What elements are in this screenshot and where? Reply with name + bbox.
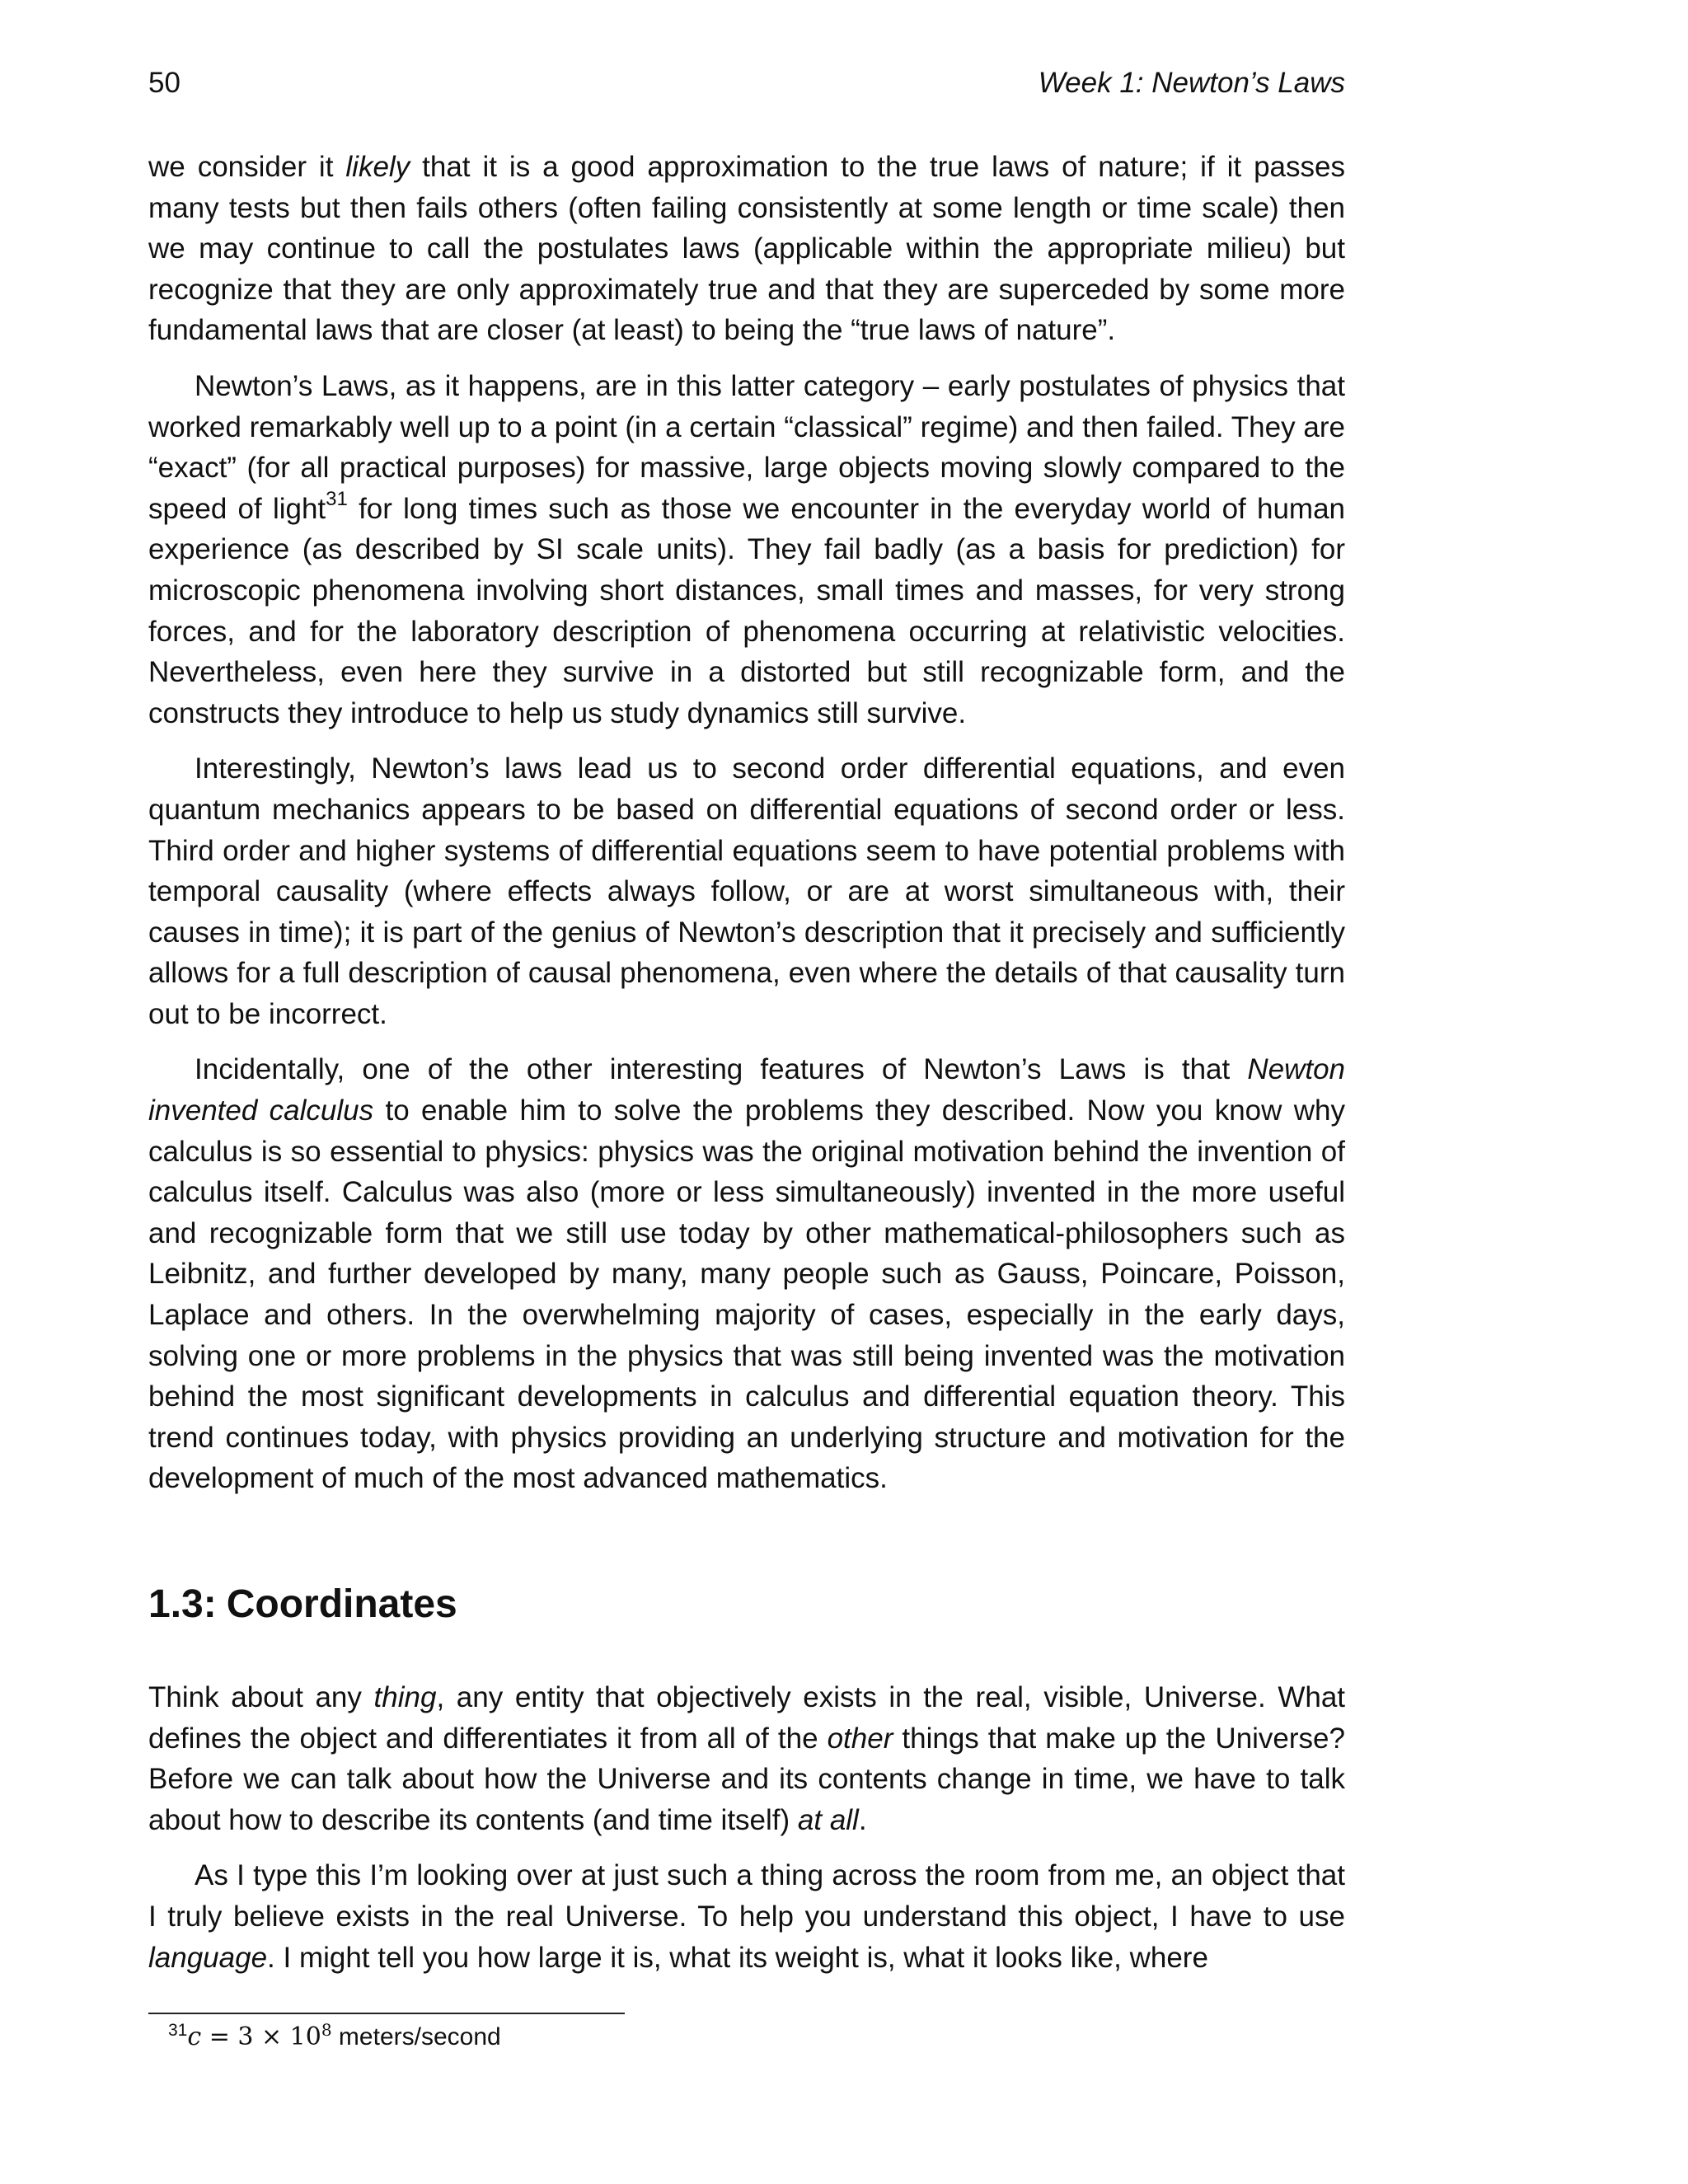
paragraph-5-text-d: . (858, 1803, 867, 1836)
paragraph-4-text-b: to enable him to solve the problems they described. Now you know why calculus is so essential to physics: physics was the original motivation behind the invention of calculus itself. Calculus was also (more or less simultaneously) invented in the more useful and recognizable form that we still use today by other mathematical-philosophers such as Leibnitz, and further developed by many, many people such as Gauss, Poincare, Poisson, Laplace and others. In the overwhelming majority of cases, especially in the early days, solving one or more problems in the physics that was still being invented was the motivation behind the most significant developments in calculus and differential equation theory. This trend continues today, with physics providing an underlying structure and motivation for the development of much of the most advanced mathematics. (148, 1094, 1345, 1495)
paragraph-6 (148, 1855, 1345, 1978)
paragraph-4-emphasis: Newton invented calculus (148, 1053, 1345, 1127)
running-header (148, 64, 1345, 114)
paragraph-4 (148, 1049, 1345, 1499)
footnote-31 (168, 2021, 501, 2054)
footnote-math-exponent: 8 (321, 2020, 332, 2040)
page-number: 50 (148, 67, 181, 99)
paragraph-5-emphasis-c: at all (797, 1803, 859, 1836)
footnote-reference-31[interactable]: 31 (326, 488, 348, 511)
paragraph-2-text-b: for long times such as those we encounter in the everyday world of human experience (as described by SI scale units). They fail badly (as a basis for prediction) for microscopic phenomena involving short distances, small times and masses, for very strong forces, and for the laboratory description of phenomena occurring at relativistic velocities. Nevertheless, even here they survive in a distorted but still recognizable form, and the constructs they introduce to help us study dynamics still survive. (148, 492, 1345, 729)
paragraph-3-text: Interestingly, Newton’s laws lead us to second order differential equations, and even quantum mechanics appears to be based on differential equations of second order or less. Third order and higher systems of differential equations seem to have potential problems with temporal causality (where effects always follow, or are at worst simultaneous with, their causes in time); it is part of the genius of Newton’s description that it precisely and sufficiently allows for a full description of causal phenomena, even where the details of that causality turn out to be incorrect. (148, 752, 1345, 1030)
footnote-mark: 31 (168, 2021, 188, 2040)
footnote-math-expression: = 3 × 10 (201, 2022, 321, 2051)
paragraph-2 (148, 366, 1345, 733)
paragraph-5-text-a: Think about any (148, 1681, 374, 1713)
footnote-rule (148, 2013, 625, 2014)
paragraph-5-emphasis-b: other (827, 1722, 893, 1755)
body-text (148, 147, 1345, 1993)
paragraph-3 (148, 748, 1345, 1034)
paragraph-1 (148, 147, 1345, 351)
running-header-title: Week 1: Newton’s Laws (1038, 67, 1345, 99)
section-title: Coordinates (226, 1582, 457, 1626)
paragraph-4-text-a: Incidentally, one of the other interesting features of Newton’s Laws is that (195, 1053, 1248, 1086)
section-heading (148, 1580, 1345, 1629)
paragraph-5 (148, 1677, 1345, 1840)
paragraph-2-text-a: Newton’s Laws, as it happens, are in this latter category – early postulates of physics that worked remarkably well up to a point (in a certain “classical” regime) and then failed. They are “exact” (for all practical purposes) for massive, large objects moving slowly compared to the speed of light (148, 369, 1345, 525)
section-number: 1.3: (148, 1582, 217, 1626)
paragraph-1-text-b: that it is a good approximation to the true laws of nature; if it passes many tests but then fails others (often failing consistently at some length or time scale) then we may continue to call the postulates laws (applicable within the appropriate milieu) but recognize that they are only approximately true and that they are superceded by some more fundamental laws that are closer (at least) to being the “true laws of nature”. (148, 151, 1345, 347)
paragraph-5-text-c: things that make up the Universe? Before we can talk about how the Universe and its contents change in time, we have to talk about how to describe its contents (and time itself) (148, 1722, 1345, 1836)
paragraph-1-text-a: we consider it (148, 151, 346, 183)
footnote-unit: meters/second (331, 2023, 501, 2050)
footnote-math-variable: c (187, 2022, 202, 2051)
paragraph-6-text-b: . I might tell you how large it is, what its weight is, what it looks like, where (267, 1941, 1208, 1974)
paragraph-6-text-a: As I type this I’m looking over at just such a thing across the room from me, an object that I truly believe exists in the real Universe. To help you understand this object, I have to use (148, 1859, 1345, 1933)
paragraph-5-emphasis-a: thing (373, 1681, 437, 1713)
paragraph-6-emphasis: language (148, 1941, 268, 1974)
paragraph-1-emphasis: likely (345, 151, 410, 183)
paragraph-5-text-b: , any entity that objectively exists in the real, visible, Universe. What defines the object and differentiates it from all of the (148, 1681, 1346, 1755)
